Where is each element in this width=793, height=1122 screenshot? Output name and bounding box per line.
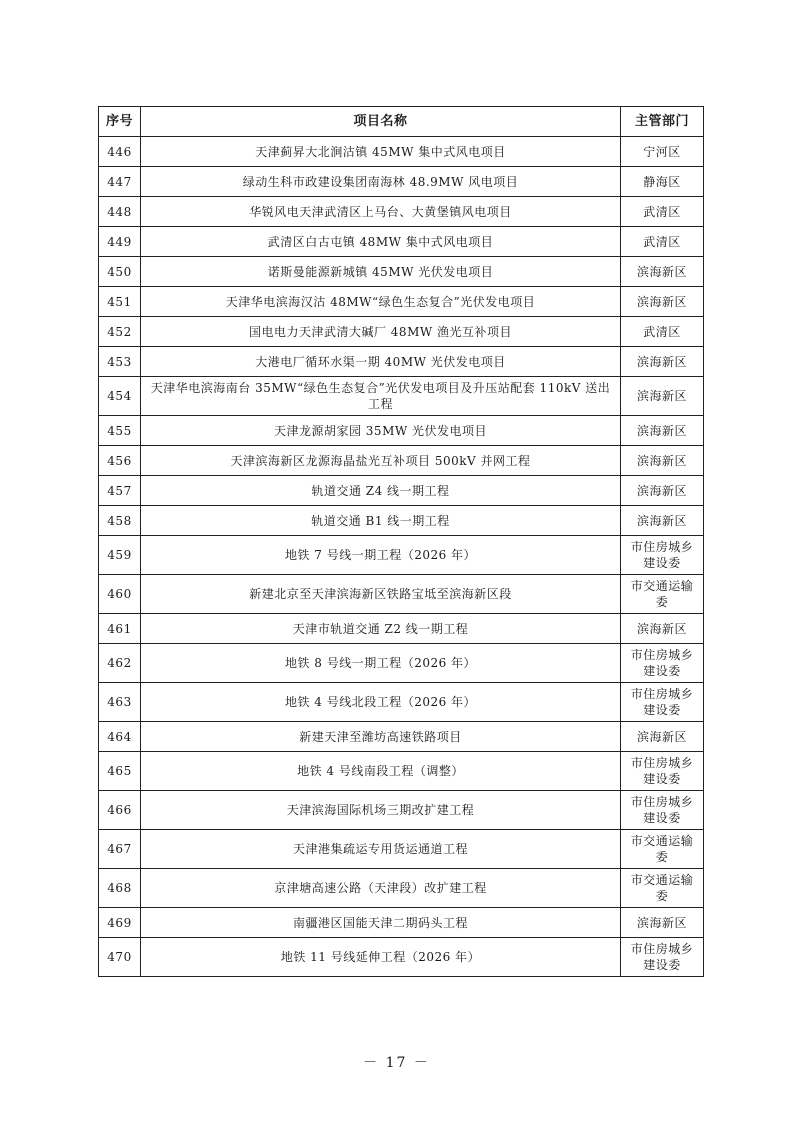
cell-project-name: 天津蓟昇大北涧沽镇 45MW 集中式风电项目 bbox=[141, 137, 621, 167]
header-no: 序号 bbox=[99, 107, 141, 137]
table-row bbox=[99, 446, 704, 476]
cell-department: 滨海新区 bbox=[621, 506, 704, 536]
cell-project-name: 天津市轨道交通 Z2 线一期工程 bbox=[141, 614, 621, 644]
table-row bbox=[99, 869, 704, 908]
cell-department: 武清区 bbox=[621, 317, 704, 347]
cell-no: 452 bbox=[99, 317, 141, 347]
cell-project-name: 绿动生科市政建设集团南海林 48.9MW 风电项目 bbox=[141, 167, 621, 197]
cell-department: 滨海新区 bbox=[621, 614, 704, 644]
cell-no: 461 bbox=[99, 614, 141, 644]
cell-no: 469 bbox=[99, 908, 141, 938]
cell-department: 市住房城乡建设委 bbox=[621, 644, 704, 683]
cell-department: 滨海新区 bbox=[621, 476, 704, 506]
cell-project-name: 国电电力天津武清大碱厂 48MW 渔光互补项目 bbox=[141, 317, 621, 347]
cell-project-name: 诺斯曼能源新城镇 45MW 光伏发电项目 bbox=[141, 257, 621, 287]
cell-project-name: 地铁 4 号线南段工程（调整） bbox=[141, 752, 621, 791]
cell-no: 457 bbox=[99, 476, 141, 506]
cell-department: 市交通运输委 bbox=[621, 830, 704, 869]
page-number: － 17 － bbox=[363, 1055, 430, 1071]
cell-no: 446 bbox=[99, 137, 141, 167]
cell-no: 468 bbox=[99, 869, 141, 908]
cell-project-name: 轨道交通 Z4 线一期工程 bbox=[141, 476, 621, 506]
cell-department: 滨海新区 bbox=[621, 347, 704, 377]
cell-department: 市住房城乡建设委 bbox=[621, 791, 704, 830]
table-row bbox=[99, 614, 704, 644]
cell-project-name: 南疆港区国能天津二期码头工程 bbox=[141, 908, 621, 938]
cell-project-name: 地铁 8 号线一期工程（2026 年） bbox=[141, 644, 621, 683]
cell-department: 滨海新区 bbox=[621, 722, 704, 752]
cell-no: 455 bbox=[99, 416, 141, 446]
table-row bbox=[99, 536, 704, 575]
cell-department: 市交通运输委 bbox=[621, 575, 704, 614]
cell-department: 滨海新区 bbox=[621, 287, 704, 317]
table-body bbox=[99, 137, 704, 977]
table-row bbox=[99, 257, 704, 287]
table-row bbox=[99, 287, 704, 317]
cell-department: 滨海新区 bbox=[621, 416, 704, 446]
cell-no: 465 bbox=[99, 752, 141, 791]
cell-department: 市住房城乡建设委 bbox=[621, 536, 704, 575]
cell-project-name: 地铁 11 号线延伸工程（2026 年） bbox=[141, 938, 621, 977]
cell-project-name: 地铁 7 号线一期工程（2026 年） bbox=[141, 536, 621, 575]
table-row bbox=[99, 644, 704, 683]
cell-no: 447 bbox=[99, 167, 141, 197]
table-row bbox=[99, 830, 704, 869]
cell-no: 462 bbox=[99, 644, 141, 683]
table-row bbox=[99, 476, 704, 506]
table-row bbox=[99, 167, 704, 197]
cell-project-name: 华锐风电天津武清区上马台、大黄堡镇风电项目 bbox=[141, 197, 621, 227]
cell-project-name: 天津滨海新区龙源海晶盐光互补项目 500kV 并网工程 bbox=[141, 446, 621, 476]
cell-project-name: 天津港集疏运专用货运通道工程 bbox=[141, 830, 621, 869]
cell-no: 449 bbox=[99, 227, 141, 257]
cell-no: 464 bbox=[99, 722, 141, 752]
cell-no: 448 bbox=[99, 197, 141, 227]
table-row bbox=[99, 791, 704, 830]
table-row bbox=[99, 752, 704, 791]
table-row bbox=[99, 377, 704, 416]
cell-no: 463 bbox=[99, 683, 141, 722]
cell-department: 市住房城乡建设委 bbox=[621, 938, 704, 977]
table-row bbox=[99, 722, 704, 752]
cell-department: 滨海新区 bbox=[621, 446, 704, 476]
table-row bbox=[99, 227, 704, 257]
cell-project-name: 天津华电滨海南台 35MW“绿色生态复合”光伏发电项目及升压站配套 110kV 送出工程 bbox=[141, 377, 621, 416]
cell-project-name: 新建天津至潍坊高速铁路项目 bbox=[141, 722, 621, 752]
cell-no: 451 bbox=[99, 287, 141, 317]
cell-project-name: 武清区白古屯镇 48MW 集中式风电项目 bbox=[141, 227, 621, 257]
cell-no: 453 bbox=[99, 347, 141, 377]
cell-department: 滨海新区 bbox=[621, 377, 704, 416]
cell-no: 460 bbox=[99, 575, 141, 614]
cell-no: 450 bbox=[99, 257, 141, 287]
cell-department: 武清区 bbox=[621, 197, 704, 227]
cell-project-name: 天津滨海国际机场三期改扩建工程 bbox=[141, 791, 621, 830]
table-row bbox=[99, 908, 704, 938]
project-table bbox=[98, 106, 704, 977]
cell-department: 市住房城乡建设委 bbox=[621, 683, 704, 722]
cell-department: 市交通运输委 bbox=[621, 869, 704, 908]
cell-department: 静海区 bbox=[621, 167, 704, 197]
table-row bbox=[99, 683, 704, 722]
cell-department: 宁河区 bbox=[621, 137, 704, 167]
table-row bbox=[99, 347, 704, 377]
cell-no: 470 bbox=[99, 938, 141, 977]
header-dept: 主管部门 bbox=[621, 107, 704, 137]
cell-department: 武清区 bbox=[621, 227, 704, 257]
cell-department: 滨海新区 bbox=[621, 257, 704, 287]
table-header-row bbox=[99, 107, 704, 137]
cell-project-name: 京津塘高速公路（天津段）改扩建工程 bbox=[141, 869, 621, 908]
cell-department: 市住房城乡建设委 bbox=[621, 752, 704, 791]
cell-no: 454 bbox=[99, 377, 141, 416]
cell-project-name: 轨道交通 B1 线一期工程 bbox=[141, 506, 621, 536]
table-row bbox=[99, 575, 704, 614]
table-row bbox=[99, 506, 704, 536]
table-row bbox=[99, 416, 704, 446]
table-row bbox=[99, 137, 704, 167]
cell-no: 459 bbox=[99, 536, 141, 575]
cell-no: 458 bbox=[99, 506, 141, 536]
cell-project-name: 新建北京至天津滨海新区铁路宝坻至滨海新区段 bbox=[141, 575, 621, 614]
cell-no: 466 bbox=[99, 791, 141, 830]
cell-no: 467 bbox=[99, 830, 141, 869]
cell-project-name: 大港电厂循环水渠一期 40MW 光伏发电项目 bbox=[141, 347, 621, 377]
table-row bbox=[99, 938, 704, 977]
table-row bbox=[99, 197, 704, 227]
table-row bbox=[99, 317, 704, 347]
header-name: 项目名称 bbox=[141, 107, 621, 137]
cell-department: 滨海新区 bbox=[621, 908, 704, 938]
cell-project-name: 天津龙源胡家园 35MW 光伏发电项目 bbox=[141, 416, 621, 446]
cell-project-name: 天津华电滨海汉沽 48MW“绿色生态复合”光伏发电项目 bbox=[141, 287, 621, 317]
cell-no: 456 bbox=[99, 446, 141, 476]
cell-project-name: 地铁 4 号线北段工程（2026 年） bbox=[141, 683, 621, 722]
